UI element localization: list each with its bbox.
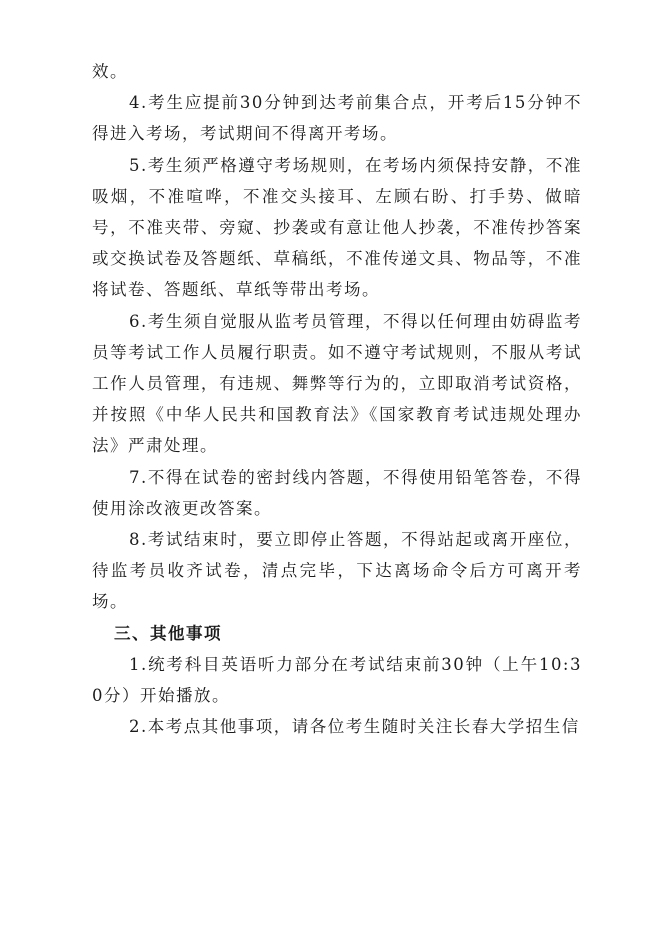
other-item-1-paragraph: 1.统考科目英语听力部分在考试结束前30钟（上午10:30分）开始播放。 (92, 654, 582, 706)
paragraph-continuation: 效。 (92, 62, 128, 81)
section-heading-other-matters: 三、其他事项 (114, 623, 222, 643)
other-item-2-paragraph: 2.本考点其他事项，请各位考生随时关注长春大学招生信 (129, 717, 580, 737)
rule-8-paragraph: 8.考试结束时，要立即停止答题，不得站起或离开座位，待监考员收齐试卷，清点完毕，下达离场命令后方可离开考场。 (92, 530, 582, 612)
document-page (92, 56, 582, 742)
rule-4-paragraph: 4.考生应提前30分钟到达考前集合点，开考后15分钟不得进入考场，考试期间不得离开考场。 (92, 93, 582, 144)
rule-6-paragraph: 6.考生须自觉服从监考员管理，不得以任何理由妨碍监考员等考试工作人员履行职责。如不遵守考试规则，不服从考试工作人员管理，有违规、舞弊等行为的，立即取消考试资格，并按照《中华人民共和国教育法》《国家教育考试违规处理办法》严肃处理。 (92, 311, 582, 456)
rule-5-paragraph: 5.考生须严格遵守考场规则，在考场内须保持安静，不准吸烟，不准喧哗，不准交头接耳、左顾右盼、打手势、做暗号，不准夹带、旁窥、抄袭或有意让他人抄袭，不准传抄答案或交换试卷及答题纸、草稿纸，不准传递文具、物品等，不准将试卷、答题纸、草纸等带出考场。 (92, 155, 582, 300)
rule-7-paragraph: 7.不得在试卷的密封线内答题，不得使用铅笔答卷，不得使用涂改液更改答案。 (92, 467, 582, 518)
